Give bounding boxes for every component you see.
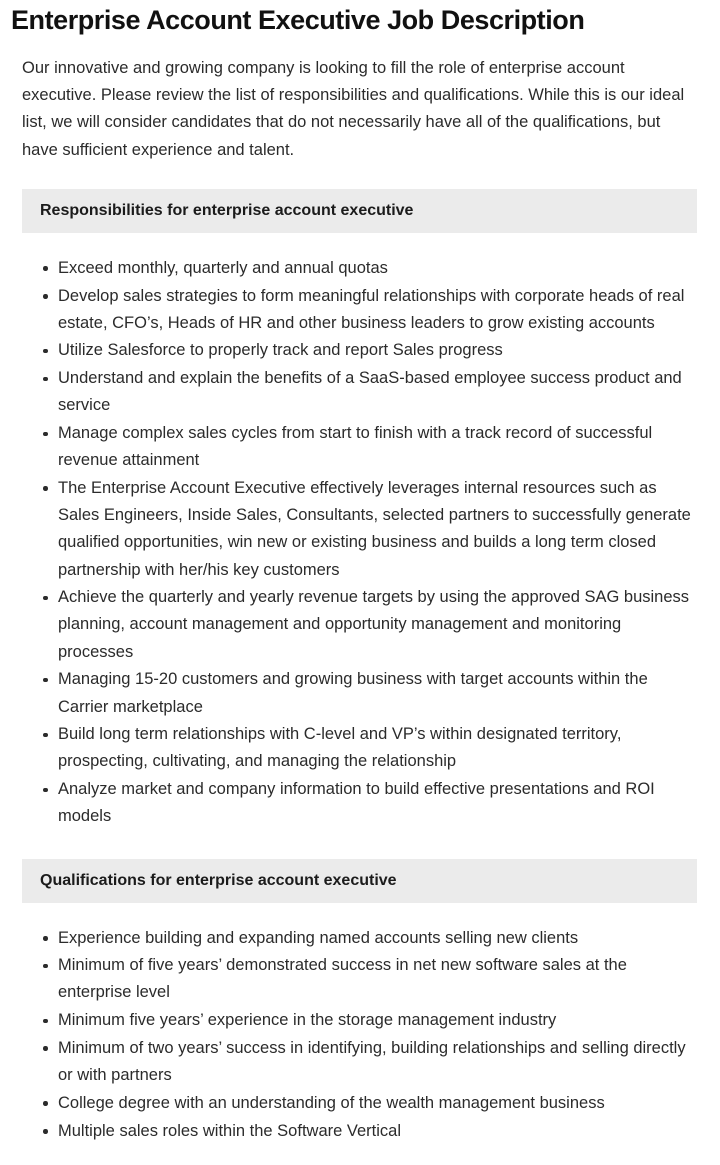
page-title: Enterprise Account Executive Job Description [11,5,585,35]
list-item-text: Multiple sales roles within the Software Vertical [58,1121,401,1140]
list-item-text: The Enterprise Account Executive effectively leverages internal resources such as Sales Engineers, Inside Sales, Consultants, selected partners to successfully generate qualified opportunities, win new or existing business and builds a long term closed partnership with her/his key customers [58,478,691,579]
list-item [22,666,700,720]
bullet-icon [43,964,48,969]
list-item [22,283,700,337]
bullet-icon [43,1046,48,1051]
list-item-text: Minimum of five years’ demonstrated success in net new software sales at the enterprise level [58,956,627,1002]
bullet-icon [43,936,48,941]
bullet-icon [43,266,48,271]
list-item-text: Experience building and expanding named accounts selling new clients [58,928,579,947]
list-item-text: Build long term relationships with C-level and VP’s within designated territory, prospecting, cultivating, and managing the relationship [58,725,622,771]
list-item-text: College degree with an understanding of the wealth management business [58,1093,605,1112]
list-item-text: Minimum five years’ experience in the storage management industry [58,1011,557,1030]
list-item [22,1118,700,1145]
list-item [22,1090,700,1117]
list-item [22,365,700,419]
list-item [22,584,700,666]
list-item [22,1007,700,1034]
list-item-text: Minimum of two years’ success in identifying, building relationships and selling directly or with partners [58,1038,686,1085]
responsibilities-list [0,233,720,831]
qualifications-list [0,903,720,1145]
bullet-icon [43,1101,48,1106]
list-item [22,925,700,952]
bullet-icon [43,788,48,793]
list-item-text: Achieve the quarterly and yearly revenue targets by using the approved SAG business planning, account management and opportunity management and monitoring processes [58,588,690,661]
list-item-text: Understand and explain the benefits of a SaaS-based employee success product and service [58,369,682,415]
list-item [22,255,700,282]
intro-paragraph: Our innovative and growing company is looking to fill the role of enterprise account executive. Please review the list of responsibilities and qualifications. While this is our ideal list, we will consider candidates that do not necessarily have all of the qualifications, but have sufficient experience and talent. [22,59,685,159]
list-item [22,337,700,364]
list-item-text: Managing 15-20 customers and growing business with target accounts within the Carrier marketplace [58,670,648,716]
list-item [22,776,700,830]
list-item-text: Exceed monthly, quarterly and annual quotas [58,258,388,277]
list-item [22,952,700,1006]
bullet-icon [43,1129,48,1134]
list-item [22,721,700,775]
list-item-text: Utilize Salesforce to properly track and report Sales progress [58,341,503,360]
bullet-icon [43,486,48,491]
list-item-text: Analyze market and company information to build effective presentations and ROI models [58,780,655,826]
section-responsibilities [0,189,720,831]
bullet-icon [43,377,48,382]
list-item [22,420,700,474]
list-item-text: Manage complex sales cycles from start to finish with a track record of successful revenue attainment [58,424,653,470]
bullet-icon [43,678,48,683]
bullet-icon [43,1019,48,1024]
list-item [22,475,700,584]
bullet-icon [43,733,48,738]
section-header-qualifications: Qualifications for enterprise account executive [22,859,697,903]
section-qualifications [0,859,720,1145]
bullet-icon [43,596,48,601]
list-item [22,1035,700,1089]
bullet-icon [43,432,48,437]
list-item-text: Develop sales strategies to form meaningful relationships with corporate heads of real estate, CFO’s, Heads of HR and other business leaders to grow existing accounts [58,286,685,332]
bullet-icon [43,294,48,299]
bullet-icon [43,349,48,354]
section-header-responsibilities: Responsibilities for enterprise account executive [22,189,697,233]
